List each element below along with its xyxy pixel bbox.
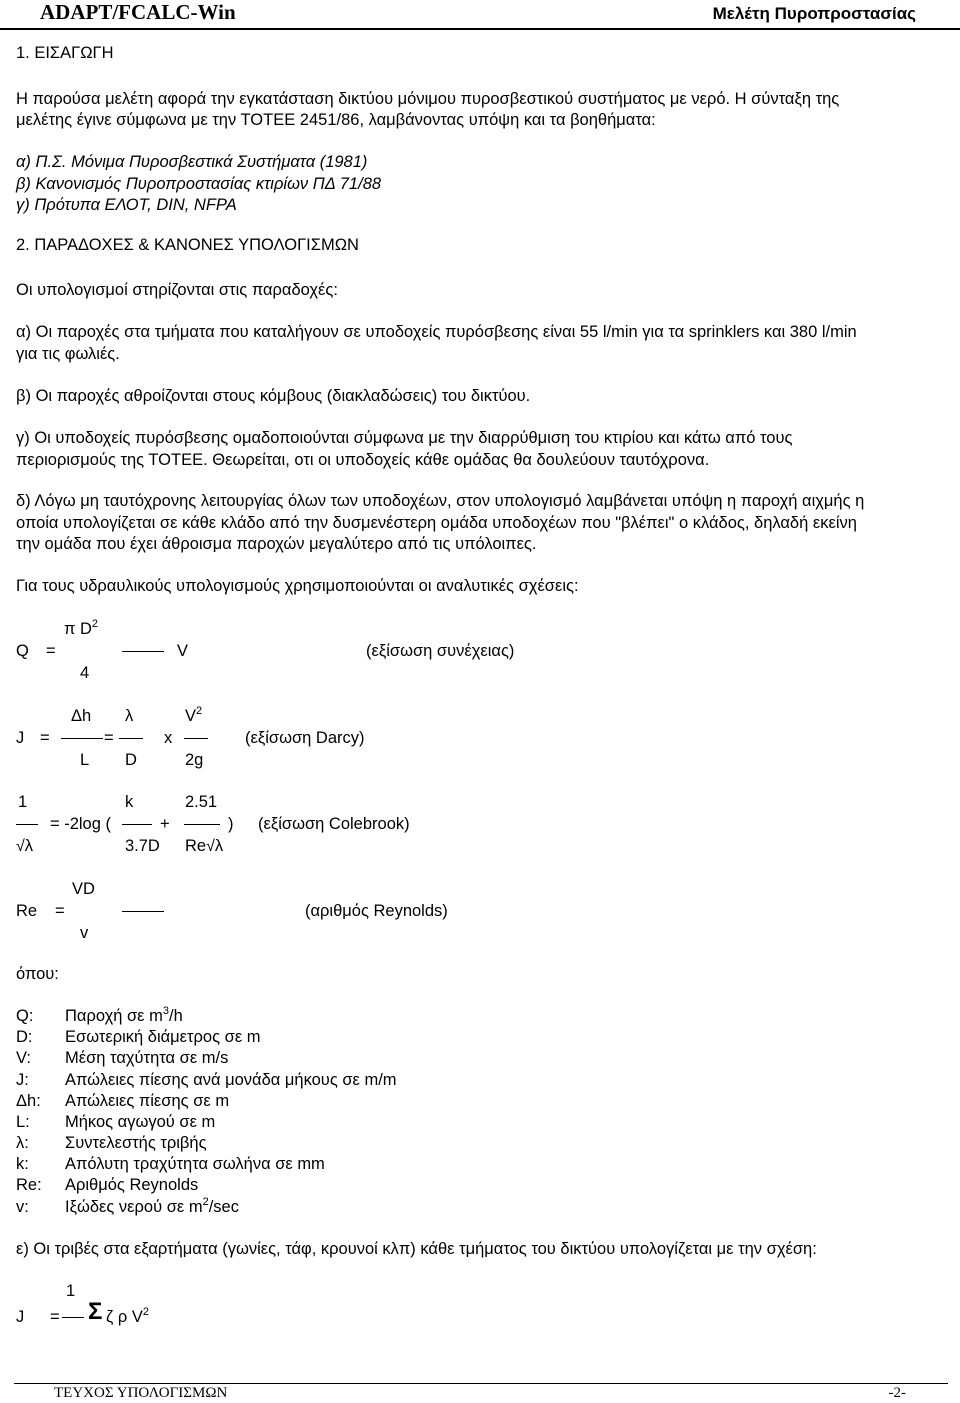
sigma-symbol: Σ xyxy=(88,1298,103,1325)
footer-rule xyxy=(14,1383,948,1384)
eq2-times: x xyxy=(164,729,173,747)
eq5-equals: = xyxy=(50,1308,60,1326)
definition-item: Re: Αριθμός Reynolds xyxy=(16,1176,199,1194)
definition-item: D: Εσωτερική διάμετρος σε m xyxy=(16,1028,261,1046)
intro-line-1: Η παρούσα μελέτη αφορά την εγκατάσταση δικτύου μόνιμου πυροσβεστικού συστήματος με νερό. Η σύνταξη της xyxy=(16,90,840,108)
assumption-d-line-2: οποία υπολογίζεται σε κάθε κλάδο από την δυσμενέστερη ομάδα υποδοχέων που "βλέπει" ο κλάδος, δηλαδή εκείνη xyxy=(16,514,857,532)
eq1-denominator: 4 xyxy=(80,664,90,682)
eq3-bar-3 xyxy=(184,824,220,825)
eq3-plus: + xyxy=(160,815,170,833)
assumption-b: β) Οι παροχές αθροίζονται στους κόμβους (διακλαδώσεις) του δικτύου. xyxy=(16,387,531,405)
reference-a: α) Π.Σ. Μόνιμα Πυροσβεστικά Συστήματα (1981) xyxy=(16,153,368,171)
eq3-den-3: Re√λ xyxy=(185,837,224,855)
eq3-bar-2 xyxy=(122,824,152,825)
assumption-d-line-3: την ομάδα που έχει άθροισμα παροχών μεγαλύτερο από τις υπόλοιπες. xyxy=(16,535,537,553)
header-rule xyxy=(0,28,960,30)
footer-title: ΤΕΥΧΟΣ ΥΠΟΛΟΓΙΣΜΩΝ xyxy=(54,1385,228,1401)
eq3-log-open: = -2log ( xyxy=(50,815,111,833)
eq1-fraction-bar xyxy=(122,651,164,652)
section-2-title: 2. ΠΑΡΑΔΟΧΕΣ & ΚΑΝΟΝΕΣ ΥΠΟΛΟΓΙΣΜΩΝ xyxy=(16,236,359,254)
reference-c: γ) Πρότυπα ΕΛΟΤ, DIN, NFPA xyxy=(16,196,237,214)
definition-item: V: Μέση ταχύτητα σε m/s xyxy=(16,1049,229,1067)
definition-item: Δh: Απώλειες πίεσης σε m xyxy=(16,1092,230,1110)
where-label: όπου: xyxy=(16,965,59,983)
eq3-num-2: k xyxy=(125,793,134,811)
eq3-den-1: √λ xyxy=(16,837,34,855)
eq2-bar-3 xyxy=(184,738,208,739)
eq2-equals: = xyxy=(40,729,50,747)
eq4-denominator: v xyxy=(80,924,89,942)
fittings-friction-text: ε) Οι τριβές στα εξαρτήματα (γωνίες, τάφ, κρουνοί κλπ) κάθε τμήματος του δικτύου υπολογίζεται με την σχέση: xyxy=(16,1240,817,1258)
eq1-lhs: Q xyxy=(16,642,29,660)
eq4-label: (αριθμός Reynolds) xyxy=(305,902,448,920)
section-1-title: 1. ΕΙΣΑΓΩΓΗ xyxy=(16,44,114,62)
hydraulic-lead: Για τους υδραυλικούς υπολογισμούς χρησιμοποιούνται οι αναλυτικές σχέσεις: xyxy=(16,577,579,595)
eq2-lhs: J xyxy=(16,729,25,747)
definition-item: J: Απώλειες πίεσης ανά μονάδα μήκους σε m/m xyxy=(16,1071,397,1089)
eq4-equals: = xyxy=(55,902,65,920)
eq1-variable: V xyxy=(177,642,189,660)
eq2-equals-2: = xyxy=(104,729,114,747)
intro-line-2: μελέτης έγινε σύμφωνα με την ΤΟΤΕΕ 2451/86, λαμβάνοντας υπόψη και τα βοηθήματα: xyxy=(16,111,656,129)
eq3-bar-1 xyxy=(16,824,38,825)
eq2-den-3: 2g xyxy=(185,751,204,769)
assumption-c-line-2: περιορισμούς της ΤΟΤΕΕ. Θεωρείται, οτι οι υποδοχείς κάθε ομάδας θα δουλεύουν ταυτόχρονα. xyxy=(16,451,710,469)
eq2-label: (εξίσωση Darcy) xyxy=(245,729,365,747)
eq3-close: ) xyxy=(228,815,234,833)
eq3-num-3: 2.51 xyxy=(185,793,218,811)
eq5-lhs: J xyxy=(16,1308,25,1326)
page-number: -2- xyxy=(888,1385,906,1401)
eq4-lhs: Re xyxy=(16,902,38,920)
assumption-d-line-1: δ) Λόγω μη ταυτόχρονης λειτουργίας όλων των υποδοχέων, στον υπολογισμό λαμβάνεται υπόψη η παροχή αιχμής η xyxy=(16,492,865,510)
definition-item: λ: Συντελεστής τριβής xyxy=(16,1134,207,1152)
eq1-numerator: π $D^2$ xyxy=(64,618,99,638)
eq5-terms: ζ ρ $V^2$ xyxy=(106,1306,149,1326)
definition-item: L: Μήκος αγωγού σε m xyxy=(16,1113,216,1131)
eq2-den-1: L xyxy=(80,751,90,769)
eq2-bar-1 xyxy=(61,738,103,739)
header-subtitle: Μελέτη Πυροπροστασίας xyxy=(712,4,916,23)
eq3-den-2: 3.7D xyxy=(125,837,160,855)
eq1-label: (εξίσωση συνέχειας) xyxy=(366,642,515,660)
eq2-num-3: $V^2$ xyxy=(185,705,203,725)
eq3-label: (εξίσωση Colebrook) xyxy=(258,815,410,833)
definition-item: k: Απόλυτη τραχύτητα σωλήνα σε mm xyxy=(16,1155,325,1173)
assumption-a-line-1: α) Οι παροχές στα τμήματα που καταλήγουν σε υποδοχείς πυρόσβεσης είναι 55 l/min για τα sprinklers και 380 l/min xyxy=(16,323,857,341)
assumptions-lead: Οι υπολογισμοί στηρίζονται στις παραδοχές: xyxy=(16,281,338,299)
eq5-numerator: 1 xyxy=(66,1282,76,1300)
eq1-equals: = xyxy=(46,642,56,660)
eq2-num-2: λ xyxy=(125,707,134,725)
eq2-den-2: D xyxy=(125,751,137,769)
definition-item: Q: Παροχή σε $m^3/h$ xyxy=(16,1005,183,1025)
eq3-num-1: 1 xyxy=(18,793,28,811)
assumption-a-line-2: για τις φωλιές. xyxy=(16,345,120,363)
reference-b: β) Κανονισμός Πυροπροστασίας κτιρίων ΠΔ 71/88 xyxy=(16,175,382,193)
eq4-numerator: VD xyxy=(72,880,95,898)
eq5-fraction-bar xyxy=(62,1317,84,1318)
eq4-fraction-bar xyxy=(122,911,164,912)
eq2-bar-2 xyxy=(119,738,143,739)
eq2-num-1: Δh xyxy=(71,707,92,725)
assumption-c-line-1: γ) Οι υποδοχείς πυρόσβεσης ομαδοποιούνται σύμφωνα με την διαρρύθμιση του κτιρίου και κάτω από τους xyxy=(16,429,793,447)
header-title: ADAPT/FCALC-Win xyxy=(40,0,236,24)
definition-item: v: Ιξώδες νερού σε $m^2/\sec$ xyxy=(16,1196,239,1216)
